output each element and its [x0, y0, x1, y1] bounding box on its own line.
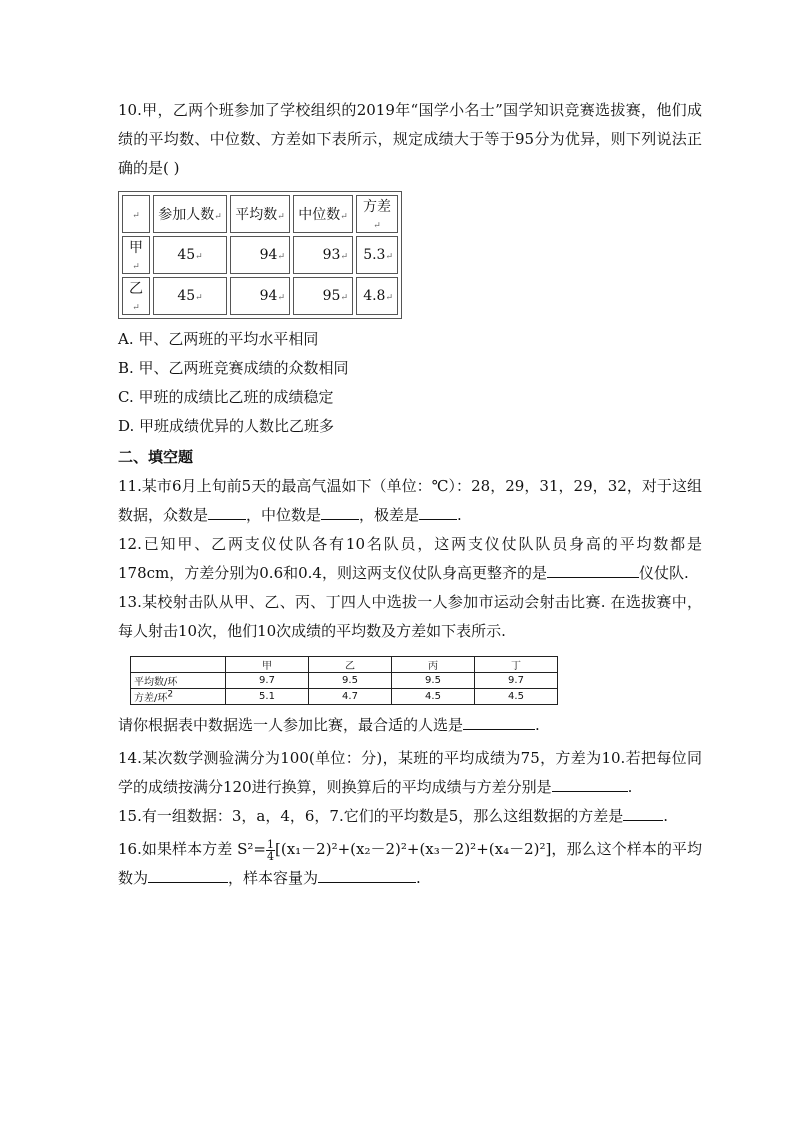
- q15: 15.有一组数据：3，a，4，6，7.它们的平均数是5，那么这组数据的方差是 .: [118, 807, 669, 825]
- answer-blank: [623, 805, 663, 821]
- answer-blank: [318, 867, 416, 883]
- q13-answer-line: 请你根据表中数据选一人参加比赛，最合适的人选是 .: [118, 716, 540, 734]
- answer-blank: [463, 714, 535, 730]
- fraction: $\frac{1}{4}$: [267, 837, 274, 863]
- q12: 12.已知甲、乙两支仪仗队各有10名队员，这两支仪仗队队员身高的平均数都是178cm，方差分别为0.6和0.4，则这两支仪仗队身高更整齐的是 仪仗队.: [118, 535, 702, 582]
- table-row: 方差/环$^2$ 5.1 4.7 4.5 4.5: [131, 689, 558, 705]
- table-row: ↵ 参加人数↵ 平均数↵ 中位数↵ 方差↵: [122, 195, 398, 233]
- table-row: 甲↵ 45↵ 94↵ 93↵ 5.3↵: [122, 236, 398, 274]
- section-title: 二、填空题: [118, 448, 194, 466]
- answer-blank: [148, 867, 228, 883]
- variance-formula: [(x₁－2)²+(x₂－2)²+(x₃－2)²+(x₄－2)²]: [275, 840, 552, 858]
- answer-blank: [208, 504, 246, 520]
- q10-option-d: D. 甲班成绩优异的人数比乙班多: [118, 417, 335, 435]
- table-row: 平均数/环 9.7 9.5 9.5 9.7: [131, 673, 558, 689]
- answer-blank: [552, 776, 628, 792]
- q10-stem: 10.甲，乙两个班参加了学校组织的2019年“国学小名士”国学知识竞赛选拔赛，他们成绩的平均数、中位数、方差如下表所示，规定成绩大于等于95分为优异，则下列说法正确的是( ): [118, 101, 702, 177]
- answer-blank: [419, 504, 457, 520]
- answer-blank: [547, 562, 639, 578]
- q13-table: [130, 656, 558, 705]
- q10-option-a: A. 甲、乙两班的平均水平相同: [118, 330, 319, 348]
- answer-blank: [321, 504, 359, 520]
- document-page: [118, 96, 702, 893]
- q10-table: [118, 191, 402, 319]
- q10-option-b: B. 甲、乙两班竞赛成绩的众数相同: [118, 359, 349, 377]
- q10-option-c: C. 甲班的成绩比乙班的成绩稳定: [118, 388, 334, 406]
- table-row: 乙↵ 45↵ 94↵ 95↵ 4.8↵: [122, 277, 398, 315]
- q14: 14.某次数学测验满分为100(单位：分)，某班的平均成绩为75，方差为10.若把每位同学的成绩按满分120进行换算，则换算后的平均成绩与方差分别是 .: [118, 749, 702, 796]
- q13-stem: 13.某校射击队从甲、乙、丙、丁四人中选拔一人参加市运动会射击比赛. 在选拔赛中，每人射击10次，他们10次成绩的平均数及方差如下表所示.: [118, 593, 702, 640]
- q16: 16.如果样本方差 S²= $\frac{1}{4}$ [(x₁－2)²+(x₂－2)²+(x₃－2)²+(x₄－2)²]，那么这个样本的平均数为 ，样本容量为 .: [118, 837, 702, 887]
- table-row: 甲 乙 丙 丁: [131, 657, 558, 673]
- q11: 11.某市6月上旬前5天的最高气温如下（单位：℃）：28，29，31，29，32，对于这组数据，众数是 ，中位数是 ，极差是 .: [118, 477, 702, 524]
